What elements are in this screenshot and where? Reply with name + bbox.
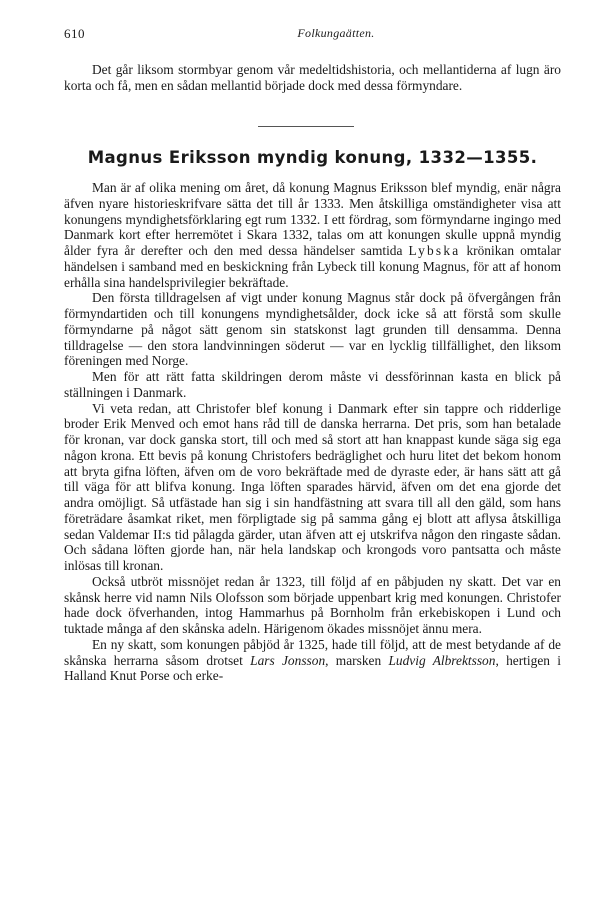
body-paragraph-5: Också utbröt missnöjet redan år 1323, till följd af en påbjuden ny skatt. Det var en skånsk herre vid namn Nils Olofsson som började uppenbart krig med konungen. Christofer hade dock öfverhanden, intog Hammarhus på Bornholm från erkebiskopen i Lund och tuktade många af den skånska adeln. Härigenom ökades missnöjet ännu mera. — [64, 573, 561, 636]
section-divider — [258, 126, 354, 127]
running-header — [64, 26, 568, 44]
body-paragraph-1 — [64, 180, 561, 290]
body-paragraph-6-text-b: , marsken — [325, 652, 389, 668]
name-lars-jonsson: Lars Jonsson — [250, 652, 326, 668]
body-paragraph-2: Den första tilldragelsen af vigt under konung Magnus står dock på öfvergången från förmyndartiden och till konungens myndighetsålder, dock icke så att förstå som skulle förmyndarne på något sätt genom sin statskonst lagt grunden till densamma. Denna tilldragelse — den stora landvinningen söderut — var en lycklig tillfällighet, den liksom föreningen med Norge. — [64, 290, 561, 369]
body-paragraph-6-text-c: , hertigen i Halland Knut Porse och erke- — [64, 652, 561, 684]
body-paragraph-1-text-b: krönikan omtalar händelsen i samband med en beskickning från Lybeck till konung Magnus, för att af honom erhålla sina handelsprivilegier bekräftade. — [64, 243, 561, 290]
body-paragraph-1-text-a: Man är af olika mening om året, då konung Magnus Eriksson blef myndig, enär några äfven nyare historieskrifvare sätta det till år 1333. Men åtskilliga omständigheter visa att konungens myndighetsförklaring egt rum 1332. I ett fördrag, som förmyndarne ingingo med Danmark kort efter herremötet i Skara 1332, talas om att konungen skulle uppnå myndig ålder fyra år derefter och den med dessa händelser samtida — [64, 180, 561, 258]
running-title: Folkungaätten. — [297, 26, 375, 40]
chapter-heading: Magnus Eriksson myndig konung, 1332—1355. — [87, 148, 538, 167]
intro-paragraph: Det går liksom stormbyar genom vår medeltidshistoria, och mellantiderna af lugn äro korta och få, men en sådan mellantid började dock med dessa förmyndare. — [64, 62, 561, 93]
spaced-word-lybska: Lybska — [408, 243, 461, 258]
body-paragraph-4: Vi veta redan, att Christofer blef konung i Danmark efter sin tappre och ridderlige broder Erik Menved och emot hans råd till de danska herrarna. Det pris, som han betalade för kronan, var dock ganska stort, till och med så stort att han knappast kunde säga sig ega någon krona. Ett bevis på konung Christofers bedräglighet och huru litet det bekom honom att bryta gifna löften, äfven om de voro bekräftade med de dyraste eder, är hans sätt att gå till väga för att blifva konung. Inga löften sparades härvid, äfven om det ena gjorde det andra omöjligt. Så utfästade han sig i sin handfästning att svara till all den gäld, som hans företrädare åsamkat riket, men förpligtade sig på samma gång ej blott att aflysa åtskilliga sedan Valdemar II:s tid pålagda gärder, utan äfven att ej utskrifva någon den ringaste sådan. Och sådana löften gjorde han, när hela landskap och krongods voro pantsatta och måste inlösas till kronan. — [64, 400, 561, 573]
body-paragraph-3: Men för att rätt fatta skildringen derom måste vi dessförinnan kasta en blick på ställningen i Danmark. — [64, 369, 561, 400]
name-ludvig-albrektsson: Ludvig Albrektsson — [388, 652, 496, 668]
body-paragraph-6-text-a: En ny skatt, som konungen påbjöd år 1325, hade till följd, att de mest betydande af de skånska herrarna såsom drotset — [64, 636, 561, 668]
body-paragraph-6 — [64, 637, 561, 684]
intro-text — [64, 62, 561, 94]
chapter-body — [64, 180, 561, 684]
page-number: 610 — [64, 26, 85, 41]
